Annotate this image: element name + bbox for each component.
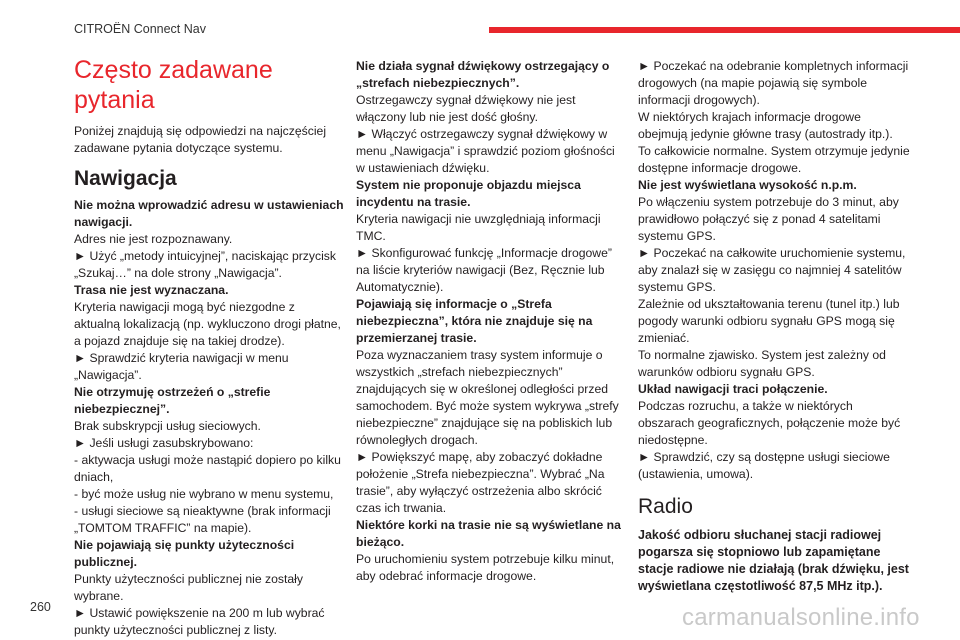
faq-answer-text: ► Jeśli usługi zasubskrybowano:	[74, 436, 254, 450]
page-title: Często zadawane pytania	[74, 56, 273, 114]
header-accent-bar	[489, 27, 960, 33]
faq-answer-text: Poza wyznaczaniem trasy system informuje o wszystkich „strefach niebezpiecznych” znajdujących się w określonej odległości przed samochodem. Być może system wykrywa „strefy niebezpieczne” znajdujące się na pobliskich lub równoległych drogach.	[356, 348, 619, 447]
faq-answer-text: ► Ustawić powiększenie na 200 m lub wybrać punkty użyteczności publicznej z listy.	[74, 606, 325, 637]
faq-answer-text: Adres nie jest rozpoznawany.	[74, 232, 233, 246]
faq-answer-text: - aktywacja usługi może nastąpić dopiero po kilku dniach,	[74, 453, 341, 484]
faq-answer-text: ► Poczekać na odebranie kompletnych informacji drogowych (na mapie pojawią się symbole informacji drogowych).	[638, 59, 909, 107]
faq-answer-text: Brak subskrypcji usług sieciowych.	[74, 419, 261, 433]
faq-question: Niektóre korki na trasie nie są wyświetlane na bieżąco.	[356, 518, 621, 549]
faq-answer-text: ► Powiększyć mapę, aby zobaczyć dokładne położenie „Strefa niebezpieczna”. Wybrać „Na trasie”, aby wyłączyć ostrzeżenia albo skrócić czas ich trwania.	[356, 450, 605, 515]
faq-answer-text: Kryteria nawigacji nie uwzględniają informacji TMC.	[356, 212, 601, 243]
faq-answer-text: Podczas rozruchu, a także w niektórych obszarach geograficznych, połączenie może być niedostępne.	[638, 399, 901, 447]
page-number: 260	[30, 600, 51, 614]
faq-list-navigation	[74, 197, 344, 639]
faq-answer-text: Po włączeniu system potrzebuje do 3 minut, aby prawidłowo połączyć się z ponad 4 satelitami systemu GPS.	[638, 195, 899, 243]
faq-question: Nie otrzymuję ostrzeżeń o „strefie niebezpiecznej”.	[74, 385, 271, 416]
faq-question: System nie proponuje objazdu miejsca incydentu na trasie.	[356, 178, 581, 209]
faq-answer-text: Punkty użyteczności publicznej nie zostały wybrane.	[74, 572, 303, 603]
section-heading-navigation: Nawigacja	[74, 167, 177, 190]
faq-answer-text: W niektórych krajach informacje drogowe obejmują jedynie główne trasy (autostrady itp.).	[638, 110, 893, 141]
faq-answer-text: ► Sprawdzić kryteria nawigacji w menu „Nawigacja”.	[74, 351, 289, 382]
faq-question: Pojawiają się informacje o „Strefa niebezpieczna”, która nie znajduje się na przemierzanej trasie.	[356, 297, 593, 345]
faq-question: Nie pojawiają się punkty użyteczności publicznej.	[74, 538, 295, 569]
faq-question: Nie można wprowadzić adresu w ustawieniach nawigacji.	[74, 198, 344, 229]
section-heading-radio: Radio	[638, 495, 693, 518]
column-1	[74, 55, 344, 639]
faq-answer-text: Ostrzegawczy sygnał dźwiękowy nie jest włączony lub nie jest dość głośny.	[356, 93, 576, 124]
intro-paragraph: Poniżej znajdują się odpowiedzi na najczęściej zadawane pytania dotyczące systemu.	[74, 124, 327, 155]
faq-list-navigation-continued	[356, 58, 626, 585]
faq-answer-text: ► Skonfigurować funkcję „Informacje drogowe” na liście kryteriów nawigacji (Bez, Ręcznie lub Automatycznie).	[356, 246, 612, 294]
faq-question: Układ nawigacji traci połączenie.	[638, 382, 828, 396]
faq-answer-text: Kryteria nawigacji mogą być niezgodne z aktualną lokalizacją (np. wykluczono drogi płatne, a pojazd znajduje się na takiej drodze).	[74, 300, 341, 348]
faq-answer-text: - być może usług nie wybrano w menu systemu,	[74, 487, 334, 501]
column-3	[638, 58, 910, 595]
faq-answer-text: ► Użyć „metody intuicyjnej”, naciskając przycisk „Szukaj…” na dole strony „Nawigacja”.	[74, 249, 336, 280]
column-2	[356, 58, 626, 585]
faq-answer-text: Po uruchomieniu system potrzebuje kilku minut, aby odebrać informacje drogowe.	[356, 552, 615, 583]
manual-section-header: CITROËN Connect Nav	[74, 22, 206, 36]
faq-question: Nie działa sygnał dźwiękowy ostrzegający o „strefach niebezpiecznych”.	[356, 59, 610, 90]
faq-answer-text: ► Włączyć ostrzegawczy sygnał dźwiękowy w menu „Nawigacja” i sprawdzić poziom głośności w ustawieniach dźwięku.	[356, 127, 615, 175]
faq-answer-text: - usługi sieciowe są nieaktywne (brak informacji „TOMTOM TRAFFIC” na mapie).	[74, 504, 331, 535]
faq-answer-text: ► Sprawdzić, czy są dostępne usługi sieciowe (ustawienia, umowa).	[638, 450, 890, 481]
faq-answer-text: To normalne zjawisko. System jest zależny od warunków odbioru sygnału GPS.	[638, 348, 886, 379]
site-watermark: carmanualsonline.info	[682, 604, 920, 631]
faq-answer-text: To całkowicie normalne. System otrzymuje jedynie dostępne informacje drogowe.	[638, 144, 910, 175]
faq-answer-text: Zależnie od ukształtowania terenu (tunel itp.) lub pogody warunki odbioru sygnału GPS mogą się zmieniać.	[638, 297, 900, 345]
faq-question-radio: Jakość odbioru słuchanej stacji radiowej pogarsza się stopniowo lub zapamiętane stacje radiowe nie działają (brak dźwięku, jest wyświetlana częstotliwość 87,5 MHz itp.).	[638, 528, 909, 593]
faq-answer-text: ► Poczekać na całkowite uruchomienie systemu, aby znalazł się w zasięgu co najmniej 4 satelitów systemu GPS.	[638, 246, 906, 294]
faq-question: Nie jest wyświetlana wysokość n.p.m.	[638, 178, 857, 192]
faq-question: Trasa nie jest wyznaczana.	[74, 283, 229, 297]
faq-list-navigation-end	[638, 58, 910, 483]
